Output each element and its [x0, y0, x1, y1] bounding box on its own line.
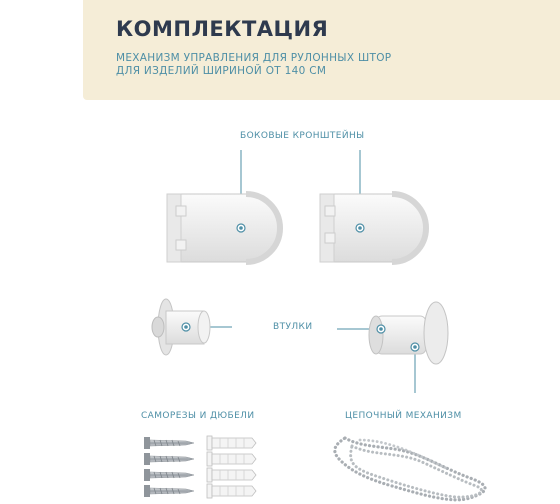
label-brackets: БОКОВЫЕ КРОНШТЕЙНЫ — [240, 131, 365, 141]
screw-2 — [144, 453, 194, 465]
bead-chain-icon — [335, 438, 485, 500]
screws-icon — [144, 437, 194, 497]
subtitle-line-1: МЕХАНИЗМ УПРАВЛЕНИЯ ДЛЯ РУЛОННЫХ ШТОР — [116, 52, 392, 64]
label-screws: САМОРЕЗЫ И ДЮБЕЛИ — [141, 411, 255, 421]
subtitle-line-2: ДЛЯ ИЗДЕЛИЙ ШИРИНОЙ ОТ 140 СМ — [116, 65, 327, 77]
screw-1 — [144, 437, 194, 449]
dowel-4 — [207, 484, 256, 498]
dowel-1 — [207, 436, 256, 450]
bracket-right-icon — [320, 194, 426, 262]
label-bushings: ВТУЛКИ — [273, 322, 313, 332]
page-title: КОМПЛЕКТАЦИЯ — [116, 17, 329, 41]
bushing-plug-icon — [152, 299, 210, 355]
screw-4 — [144, 485, 194, 497]
dowel-3 — [207, 468, 256, 482]
screw-3 — [144, 469, 194, 481]
bracket-left-icon — [167, 194, 280, 262]
chain-mechanism-housing-icon — [369, 302, 448, 364]
dowels-icon — [207, 436, 256, 498]
dowel-2 — [207, 452, 256, 466]
label-chain: ЦЕПОЧНЫЙ МЕХАНИЗМ — [345, 411, 462, 421]
leader-lines — [186, 150, 415, 393]
